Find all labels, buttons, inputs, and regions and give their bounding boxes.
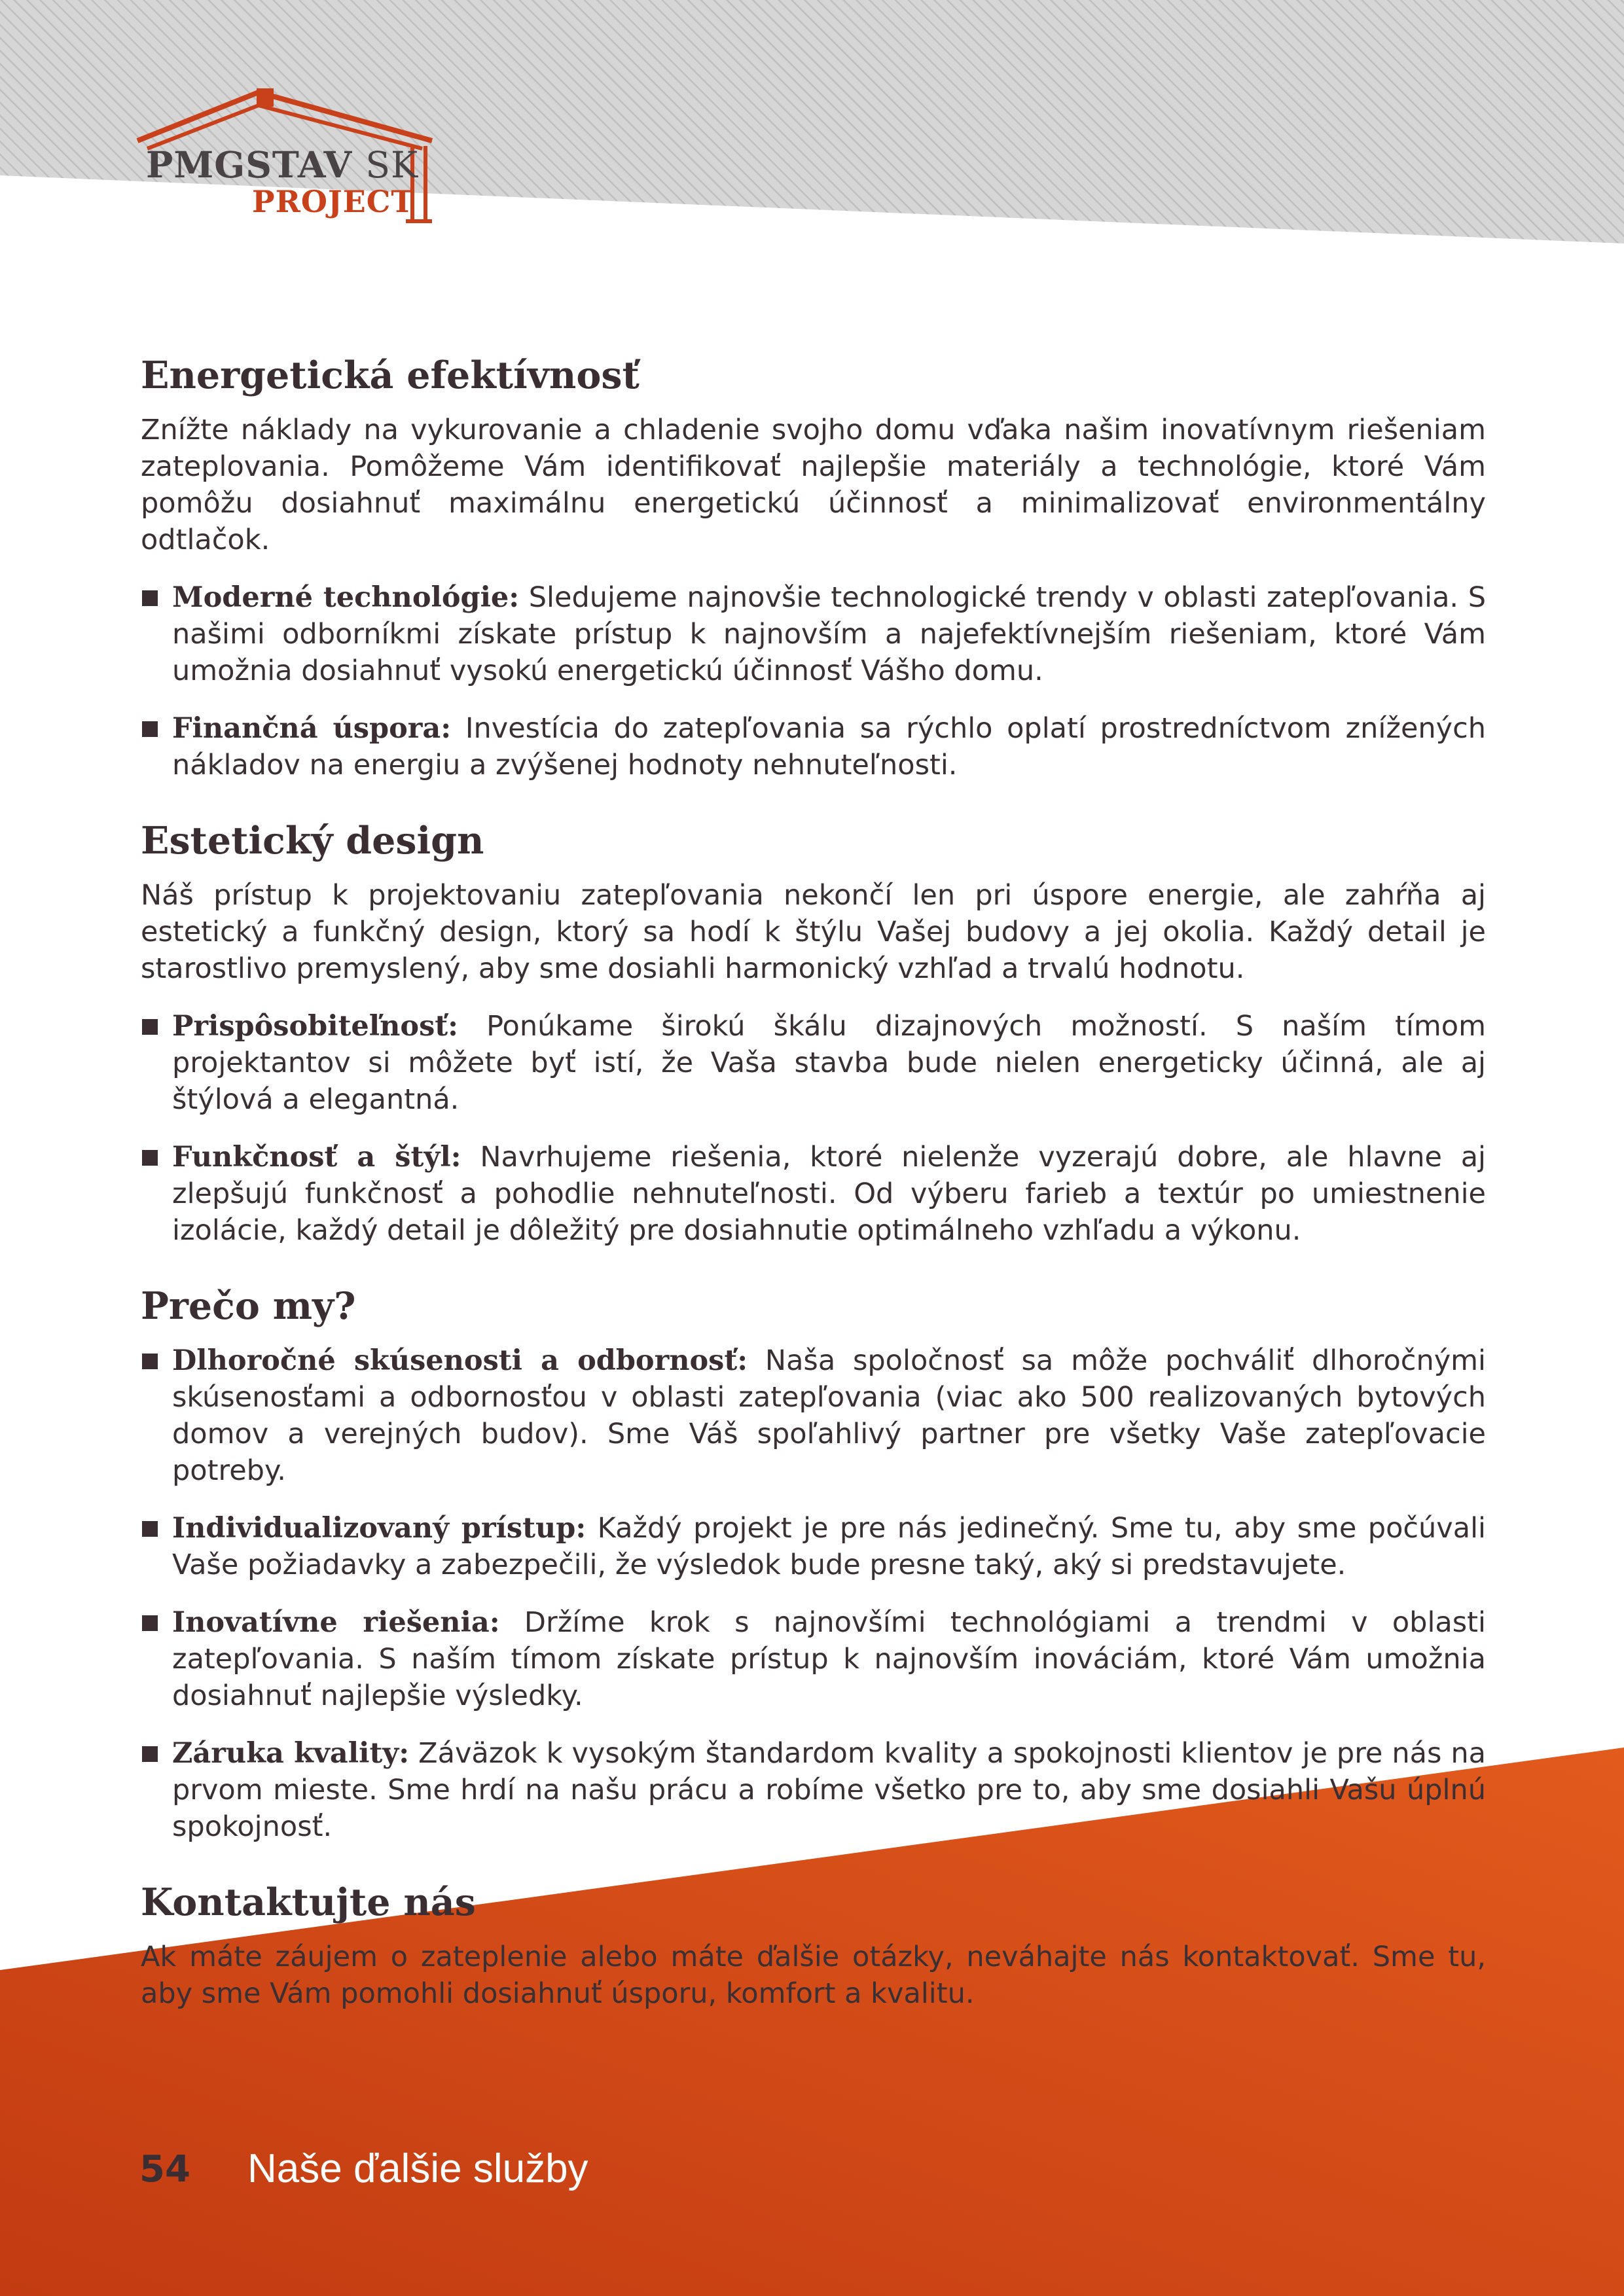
section-heading: Prečo my? <box>141 1284 356 1328</box>
list-item: Záruka kvality: Záväzok k vysokým štandardom kvality a spokojnosti klientov je pre nás na prvom mieste. Sme hrdí na našu prácu a robíme všetko pre to, aby sme dosiahli Vašu úplnú spokojnosť. <box>141 1735 1486 1845</box>
list-item: Inovatívne riešenia: Držíme krok s najnovšími technológiami a trendmi v oblasti zatepľovania. S naším tímom získate prístup k najnovším inováciám, ktoré Vám umožnia dosiahnuť najlepšie výsledky. <box>141 1604 1486 1714</box>
list-item: Finančná úspora: Investícia do zatepľovania sa rýchlo oplatí prostredníctvom znížených nákladov na energiu a zvýšenej hodnoty nehnuteľnosti. <box>141 710 1486 783</box>
section-design <box>141 819 1486 1249</box>
section-contact <box>141 1880 1486 2012</box>
section-why-us <box>141 1284 1486 1845</box>
bullet-square-icon <box>142 1354 158 1369</box>
bullet-square-icon <box>142 590 158 606</box>
list-item: Prispôsobiteľnosť: Ponúkame širokú škálu dizajnových možností. S naším tímom projektantov si môžete byť istí, že Vaša stavba bude nielen energeticky účinná, ale aj štýlová a elegantná. <box>141 1008 1486 1118</box>
bullet-square-icon <box>142 1019 158 1035</box>
list-item: Individualizovaný prístup: Každý projekt je pre nás jedinečný. Sme tu, aby sme počúvali Vaše požiadavky a zabezpečili, že výsledok bude presne taký, aký si predstavujete. <box>141 1510 1486 1583</box>
list-item: Moderné technológie: Sledujeme najnovšie technologické trendy v oblasti zatepľovania. S našimi odborníkmi získate prístup k najnovším a najefektívnejším riešeniam, ktoré Vám umožnia dosiahnuť vysokú energetickú účinnosť Vášho domu. <box>141 579 1486 689</box>
section-energy <box>141 353 1486 783</box>
bullet-square-icon <box>142 1615 158 1631</box>
list-item: Dlhoročné skúsenosti a odbornosť: Naša spoločnosť sa môže pochváliť dlhoročnými skúsenosťami a odbornosťou v oblasti zatepľovania (viac ako 500 realizovaných bytových domov a verejných budov). Sme Váš spoľahlivý partner pre všetky Vaše zatepľovacie potreby. <box>141 1342 1486 1489</box>
bullet-square-icon <box>142 1521 158 1537</box>
section-heading: Energetická efektívnosť <box>141 353 640 397</box>
section-heading: Estetický design <box>141 819 484 863</box>
logo-subtitle: PROJECT <box>252 184 414 219</box>
company-logo <box>134 88 442 226</box>
logo-wordmark: PMGSTAV SK <box>146 143 419 186</box>
list-item: Funkčnosť a štýl: Navrhujeme riešenia, ktoré nielenže vyzerajú dobre, ale hlavne aj zlepšujú funkčnosť a pohodlie nehnuteľnosti. Od výberu farieb a textúr po umiestnenie izolácie, každý detail je dôležitý pre dosiahnutie optimálneho vzhľadu a výkonu. <box>141 1139 1486 1249</box>
section-heading: Kontaktujte nás <box>141 1880 476 1924</box>
footer-title: Naše ďalšie služby <box>247 2146 588 2191</box>
section-intro: Znížte náklady na vykurovanie a chladenie svojho domu vďaka našim inovatívnym riešeniam zateplovania. Pomôžeme Vám identifikovať najlepšie materiály a technológie, ktoré Vám pomôžu dosiahnuť maximálnu energetickú účinnosť a minimalizovať environmentálny odtlačok. <box>141 414 1486 556</box>
section-intro: Náš prístup k projektovaniu zatepľovania nekončí len pri úspore energie, ale zahŕňa aj estetický a funkčný design, ktorý sa hodí k štýlu Vašej budovy a jej okolia. Každý detail je starostlivo premyslený, aby sme dosiahli harmonický vzhľad a trvalú hodnotu. <box>141 879 1486 985</box>
section-intro: Ak máte záujem o zateplenie alebo máte ďalšie otázky, neváhajte nás kontaktovať. Sme tu, aby sme Vám pomohli dosiahnuť úsporu, komfort a kvalitu. <box>141 1941 1486 2010</box>
bullet-square-icon <box>142 721 158 737</box>
page-number: 54 <box>139 2148 190 2191</box>
bullet-square-icon <box>142 1746 158 1762</box>
bullet-square-icon <box>142 1150 158 1166</box>
main-content <box>141 353 1486 2033</box>
